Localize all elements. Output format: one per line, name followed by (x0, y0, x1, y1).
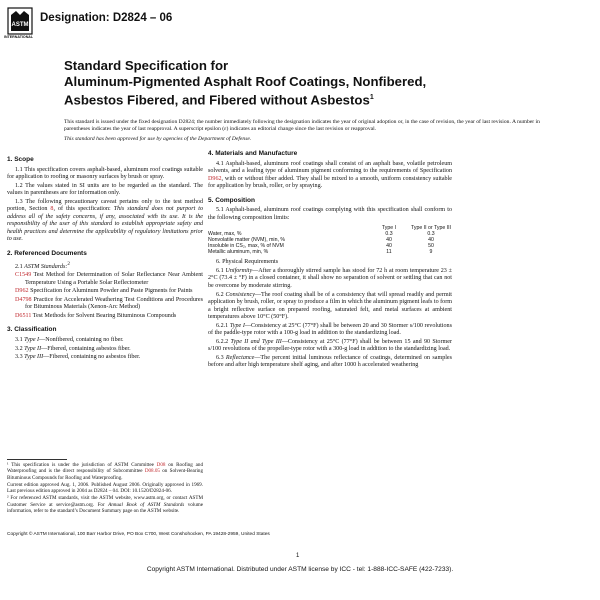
para-2-1: 2.1 ASTM Standards:$^2$ (15, 260, 70, 270)
col-type-i: Type I (381, 225, 397, 232)
footnote-1: ¹ This specification is under the jurisdiction of ASTM Committee D08 on Roofing and Waterproofing and is the direct responsibility of Subcommittee D08.05 on Solvent-Bearing Bituminous Compounds for Roofing and Waterproofing. (7, 462, 203, 481)
document-title (64, 58, 534, 108)
svg-text:ASTM: ASTM (11, 22, 29, 28)
footnote-rule (7, 459, 67, 460)
reference-code-link[interactable]: D4798 (15, 296, 32, 303)
row-value: 0.3 (427, 231, 435, 238)
table-row (208, 250, 452, 256)
para-6-2: 6.2 Consistency—The roof coating shall be of a consistency that will spread readily and permit application by brush, roller, or spray to produce a film in which the aluminum pigment leafs to form a bright reflective surface on prepared roofing, saturated felt, and metal surfaces at ambient temperatures above 10°C (50°F). (208, 291, 453, 321)
para-1-3: 1.3 The following precautionary caveat pertains only to the test method portion, Section 8, of this specification: This standard does not purport to address all of the safety concerns, if any, associated with its use. It is the responsibility of the user of this standard to establish appropriate safety and health practices and determine the applicability of regulatory limitations prior to use. (7, 198, 204, 243)
row-label: Insoluble in CS₂, max, % of NVM (208, 242, 284, 249)
section-scope-heading: 1. Scope (7, 156, 34, 163)
para-1-1: 1.1 This specification covers asphalt-based, aluminum roof coatings suitable for application to roofing or masonry surfaces by brush or spray. (7, 166, 203, 181)
reference-item: D4798 Practice for Accelerated Weathering Test Conditions and Procedures for Bituminous Materials (Xenon-Arc Method) (15, 296, 203, 311)
row-label: Metallic aluminum, min, % (208, 248, 269, 255)
reference-code-link[interactable]: C1549 (15, 272, 32, 279)
footnotes (7, 462, 203, 515)
logo-text: INTERNATIONAL (4, 35, 34, 39)
reference-item: C1549 Test Method for Determination of Solar Reflectance Near Ambient Temperature Using a Portable Solar Reflectometer (15, 272, 203, 286)
para-5-1: 5.1 Asphalt-based, aluminum roof coatings complying with this specification shall conform to the following composition limits: (208, 207, 452, 221)
col-type-ii-iii: Type II or Type III (411, 225, 451, 232)
row-value: 40 (428, 236, 434, 243)
issuance-note (64, 119, 544, 146)
designation: Designation: D2824 – 06 (40, 12, 173, 24)
d962-link[interactable]: D962 (208, 175, 222, 182)
reference-list (7, 272, 203, 320)
para-3-2: 3.2 Type II—Fibered, containing asbestos fiber. (15, 345, 131, 352)
section-classification-heading: 3. Classification (7, 326, 57, 334)
row-label: Nonvolatile matter (NVM), min, % (208, 236, 285, 243)
copyright-address: Copyright © ASTM International, 100 Barr Harbor Drive, PO Box C700, West Conshohocken, PA 19428-2959, United States (7, 532, 270, 537)
issuance-paragraph: This standard is issued under the fixed designation D2824; the number immediately following the designation indicates the year of original adoption or, in the case of revision, the year of last revision. A number in parentheses indicates the year of last reapproval. A superscript epsilon (ε) indicates an editorial change since the last revision or reapproval. (64, 119, 540, 133)
page-number: 1 (296, 553, 300, 559)
footnote-2: ² For referenced ASTM standards, visit the ASTM website, www.astm.org, or contact ASTM Customer Service at service@astm.org. For Annual Book of ASTM Standards volume information, refer to the standard’s Document Summary page on the ASTM website. (7, 495, 203, 515)
para-3-3: 3.3 Type III—Fibered, containing no asbestos fiber. (15, 354, 141, 361)
row-value: 40 (386, 242, 392, 249)
section-8-link[interactable]: 8 (50, 206, 54, 213)
reference-code-link[interactable]: D962 (15, 288, 29, 295)
composition-table (208, 226, 452, 255)
para-6-2-2: 6.2.2 Type II and Type III—Consistency at 25°C (77°F) shall be between 15 and 90 Stormer s/100 revolutions of the propeller-type rotor with a 300-g load in addition to the standardizing load. (208, 338, 452, 353)
section-physical-heading: 6. Physical Requirements (216, 259, 279, 266)
dod-note: This standard has been approved for use by agencies of the Department of Defense. (64, 136, 252, 143)
section-composition-heading: 5. Composition (208, 196, 255, 204)
row-value: 0.3 (385, 231, 393, 238)
para-6-3: 6.3 Reflectance—The percent initial luminous reflectance of coatings, determined on samples before and after high temperature shelf aging, and after 1000 h accelerated weathering (208, 354, 453, 369)
title-line-3: Asbestos Fibered, and Fibered without Asbestos$^1$ (64, 92, 374, 108)
d08-link[interactable]: D08 (156, 462, 166, 468)
left-column (7, 150, 203, 363)
row-label: Water, max, % (208, 231, 242, 238)
section-materials-heading: 4. Materials and Manufacture (208, 150, 298, 157)
row-value: 9 (429, 248, 433, 255)
section-references-heading: 2. Referenced Documents (7, 250, 87, 258)
row-value: 11 (386, 248, 392, 255)
para-6-1: 6.1 Uniformity—After a thoroughly stirred sample has stood for 72 h at room temperature 23 ± 2°C (73.4 ± °F) in a closed container, it shall show no separation of solvent or settling that can not be overcome by moderate stirring. (208, 267, 452, 289)
row-value: 50 (428, 242, 434, 249)
row-value: 40 (386, 236, 392, 243)
right-column (208, 150, 452, 371)
d08-05-link[interactable]: D08.05 (144, 468, 160, 475)
reference-item: D6511 Test Methods for Solvent Bearing Bituminous Compounds (15, 312, 177, 319)
astm-logo (4, 7, 34, 41)
para-1-2: 1.2 The values stated in SI units are to be regarded as the standard. The values in parentheses are for information only. (7, 182, 203, 197)
title-line-2: Aluminum-Pigmented Asphalt Roof Coatings, Nonfibered, (64, 74, 427, 89)
para-6-2-1: 6.2.1 Type I—Consistency at 25°C (77°F) shall be between 20 and 30 Stormer s/100 revolutions of the paddle-type rotor with a 100-g load in addition to the standardizing load. (208, 322, 452, 337)
license-notice: Copyright ASTM International. Distributed under ASTM license by ICC - tel: 1-888-ICC-SAFE (422-7233). (146, 566, 454, 573)
footnote-1-edition: Current edition approved Aug. 1, 2006. Published August 2006. Originally approved in 1969. Last previous edition approved in 2004 as D2824 – 04. DOI: 10.1520/D2824-06. (7, 481, 203, 495)
para-4-1: 4.1 Asphalt-based, aluminum roof coatings shall consist of an asphalt base, volatile petroleum solvents, and a leafing type of aluminum pigment conforming to the requirements of Specification D962, with or without fiber added. They shall be mixed to a smooth, uniform consistency suitable for application by brush, roller, or by spraying. (208, 160, 452, 190)
para-3-1: 3.1 Type I—Nonfibered, containing no fiber. (15, 336, 124, 343)
reference-item: D962 Specification for Aluminum Powder and Paste Pigments for Paints (15, 288, 193, 295)
title-line-1: Standard Specification for (64, 58, 229, 73)
reference-code-link[interactable]: D6511 (15, 312, 32, 319)
